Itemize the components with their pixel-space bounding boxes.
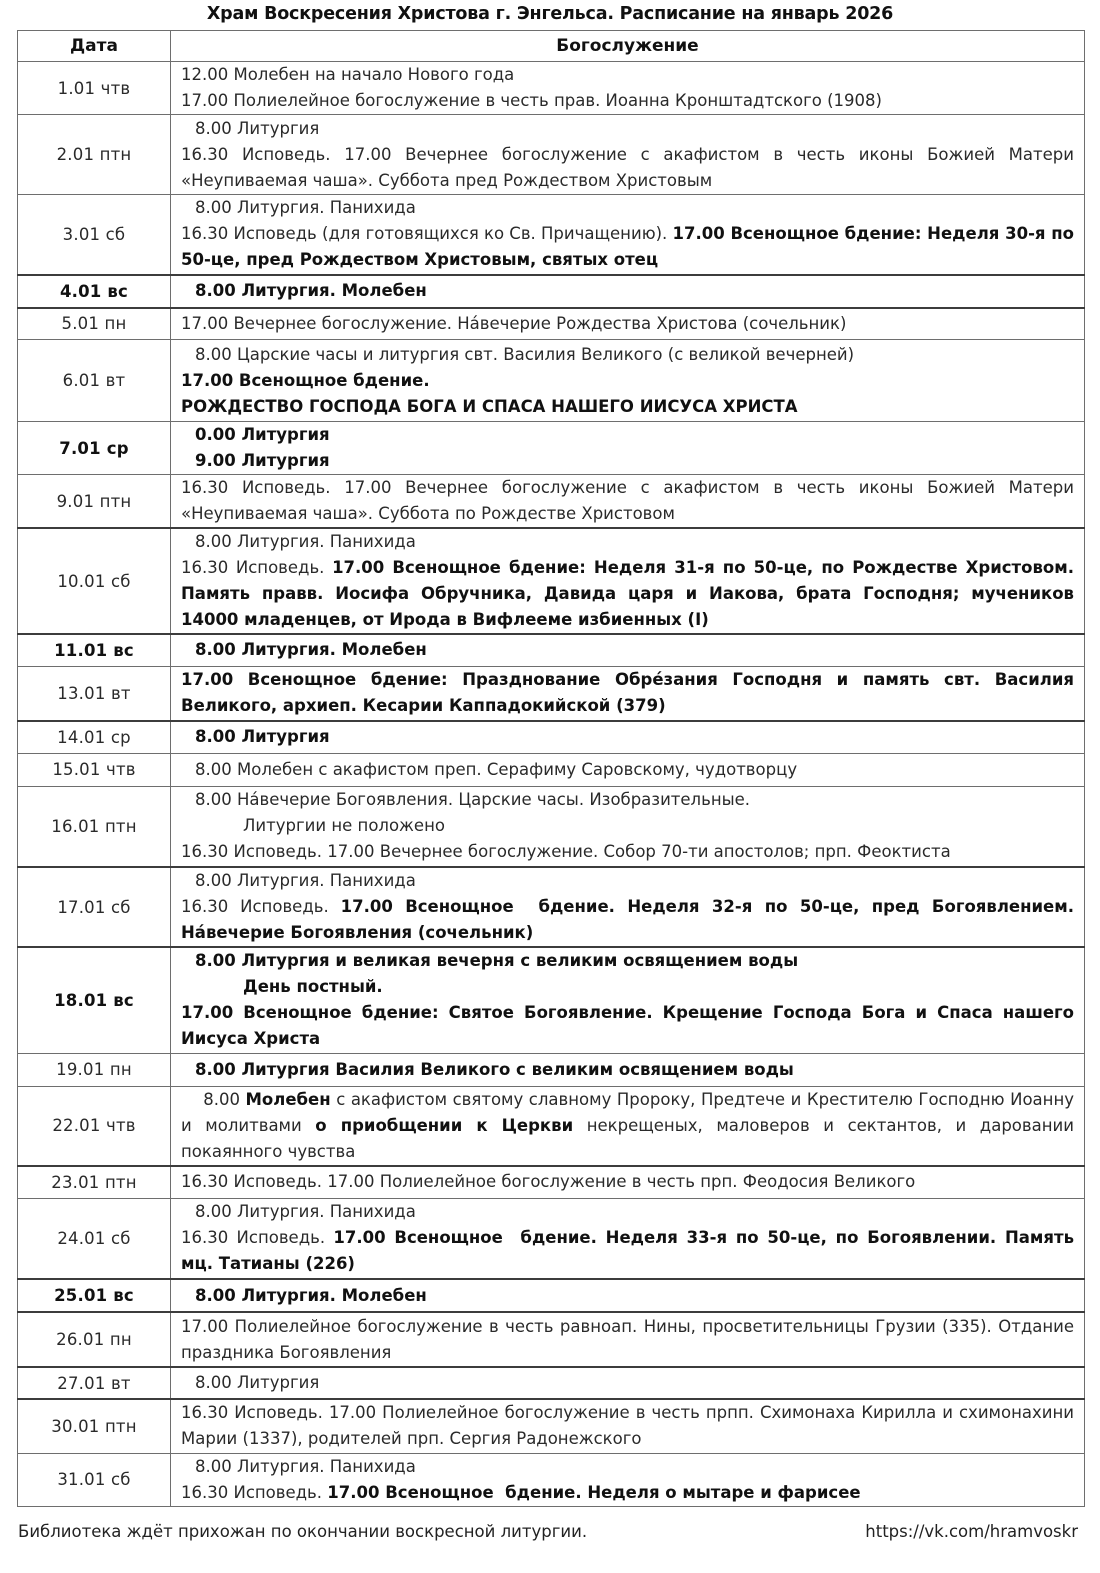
table-row (18, 867, 1085, 947)
table-row (18, 1198, 1085, 1279)
service-cell (171, 666, 1085, 721)
service-cell (171, 786, 1085, 867)
service-line (181, 1057, 1074, 1083)
date-cell: 11.01 вс (18, 634, 171, 666)
service-text: 16.30 Исповедь. 17.00 Полиелейное богослужение в честь прпп. Схимонаха Кирилла и схимонахини Марии (1337), родителей прп. Сергия Радонежского (181, 1403, 1080, 1449)
service-line (181, 787, 1074, 813)
service-line (181, 1400, 1080, 1452)
date-cell: 16.01 птн (18, 786, 171, 867)
date-cell: 30.01 птн (18, 1399, 171, 1453)
service-text-bold: 17.00 Всенощное бдение: Неделя 30-я по 50-це, пред Рождеством Христовым, святых отец (181, 224, 1080, 270)
service-text: 12.00 Молебен на начало Нового года (181, 65, 515, 84)
table-row (18, 1053, 1085, 1086)
date-cell: 4.01 вс (18, 275, 171, 308)
service-cell (171, 1166, 1085, 1198)
date-cell: 2.01 птн (18, 115, 171, 195)
service-cell (171, 308, 1085, 340)
service-line (181, 667, 1080, 719)
service-line (181, 1199, 1074, 1225)
service-line (181, 529, 1074, 555)
column-header-date: Дата (18, 31, 171, 62)
service-line (181, 724, 1074, 750)
date-cell: 25.01 вс (18, 1279, 171, 1312)
table-row (18, 1086, 1085, 1166)
service-cell (171, 753, 1085, 786)
service-text: 8.00 Литургия. Панихида (195, 198, 416, 218)
service-line (181, 62, 1074, 88)
service-text-bold: 8.00 Литургия и великая вечерня с великим освящением воды (195, 951, 799, 971)
table-row (18, 62, 1085, 115)
service-cell (171, 475, 1085, 529)
service-cell (171, 1279, 1085, 1312)
service-text: некрещеных, маловеров и сектантов, и даровании покаянного чувства (181, 1115, 1080, 1161)
service-text-bold: о приобщении к Церкви (315, 1115, 574, 1135)
service-text-bold: 17.00 Всенощное бдение. Неделя о мытаре и фарисее (327, 1482, 861, 1502)
service-text: Литургии не положено (243, 816, 445, 836)
service-line (181, 894, 1080, 946)
service-line (181, 475, 1080, 527)
date-cell: 26.01 пн (18, 1312, 171, 1367)
service-cell (171, 62, 1085, 115)
table-row (18, 422, 1085, 475)
service-line (181, 448, 1074, 474)
service-line (181, 1225, 1080, 1277)
service-line (181, 868, 1074, 894)
table-row (18, 947, 1085, 1053)
service-cell (171, 275, 1085, 308)
service-text: 16.30 Исповедь. (181, 1228, 334, 1248)
service-line (181, 221, 1080, 273)
service-text: 16.30 Исповедь. 17.00 Вечернее богослужение с акафистом в честь иконы Божией Матери «Неупиваемая чаша». Суббота пред Рождеством Христовым (181, 144, 1080, 190)
service-text: 16.30 Исповедь. (181, 1482, 328, 1502)
service-line (181, 342, 1074, 368)
date-cell: 10.01 сб (18, 528, 171, 634)
table-row (18, 308, 1085, 340)
service-text-bold: 8.00 Литургия. Молебен (195, 1285, 427, 1305)
service-cell (171, 1198, 1085, 1279)
service-text-bold: 8.00 Литургия (195, 727, 330, 747)
service-line (181, 1000, 1080, 1052)
service-text-bold: 8.00 Литургия. Молебен (195, 640, 427, 660)
date-cell: 18.01 вс (18, 947, 171, 1053)
table-row (18, 340, 1085, 422)
service-text-bold: 17.00 Всенощное бдение: Святое Богоявление. Крещение Господа Бога и Спаса нашего Иисуса Христа (181, 1003, 1080, 1049)
service-cell (171, 528, 1085, 634)
service-text-bold: 17.00 Всенощное бдение. (181, 370, 430, 390)
table-row (18, 1166, 1085, 1198)
table-row (18, 115, 1085, 195)
table-row (18, 721, 1085, 753)
service-text-bold: Молебен (245, 1089, 331, 1109)
service-text: 16.30 Исповедь. 17.00 Вечернее богослужение. Собор 70-ти апостолов; прп. Феоктиста (181, 842, 951, 862)
date-cell: 22.01 чтв (18, 1086, 171, 1166)
service-text: 8.00 Литургия. Панихида (195, 1202, 416, 1222)
table-row (18, 634, 1085, 666)
service-text: 17.00 Вечернее богослужение. Нáвечерие Рождества Христова (сочельник) (181, 313, 847, 333)
service-text: 8.00 (181, 1089, 246, 1109)
table-row (18, 1367, 1085, 1399)
footer-link[interactable]: https://vk.com/hramvoskr (865, 1522, 1078, 1541)
service-text: с акафистом святому славному Пророку, Предтече и Крестителю Господню Иоанну и молитвами (181, 1089, 1080, 1135)
service-line (181, 88, 1074, 114)
service-cell (171, 115, 1085, 195)
service-line (181, 142, 1080, 194)
service-text: 16.30 Исповедь. (181, 558, 333, 577)
table-row (18, 528, 1085, 634)
service-line (181, 1283, 1074, 1309)
service-text: 8.00 Литургия. Панихида (195, 1456, 416, 1476)
service-text: 17.00 Полиелейное богослужение в честь прав. Иоанна Кронштадтского (1908) (181, 91, 882, 110)
service-text-bold: 9.00 Литургия (195, 451, 330, 470)
date-cell: 17.01 сб (18, 867, 171, 947)
service-cell (171, 1453, 1085, 1506)
date-cell: 14.01 ср (18, 721, 171, 753)
service-line (181, 637, 1074, 663)
service-line (181, 422, 1074, 448)
service-line (181, 368, 1074, 394)
service-text-bold: 17.00 Всенощное бдение: Празднование Обрéзания Господня и память свт. Василия Великого, архиеп. Кесарии Каппадокийской (379) (181, 670, 1080, 716)
date-cell: 1.01 чтв (18, 62, 171, 115)
service-text-bold: 0.00 Литургия (195, 425, 330, 444)
date-cell: 13.01 вт (18, 666, 171, 721)
service-text-bold: 8.00 Литургия Василия Великого с великим освящением воды (195, 1059, 794, 1079)
service-cell (171, 1399, 1085, 1453)
service-line (181, 1454, 1074, 1480)
date-cell: 27.01 вт (18, 1367, 171, 1399)
service-line (181, 1169, 1074, 1195)
service-cell (171, 947, 1085, 1053)
table-row (18, 1399, 1085, 1453)
service-line (181, 278, 1074, 304)
service-line (181, 1087, 1080, 1165)
service-text: 8.00 Литургия. Панихида (195, 532, 416, 551)
date-cell: 19.01 пн (18, 1053, 171, 1086)
service-text: 8.00 Молебен с акафистом преп. Серафиму Саровскому, чудотворцу (195, 759, 798, 779)
service-text: 16.30 Исповедь (для готовящихся ко Св. Причащению). (181, 224, 673, 244)
date-cell: 23.01 птн (18, 1166, 171, 1198)
date-cell: 9.01 птн (18, 475, 171, 529)
service-line (181, 195, 1074, 221)
service-cell (171, 867, 1085, 947)
service-text-bold: 17.00 Всенощное бдение. Неделя 33-я по 50-це, по Богоявлении. Память мц. Татианы (226) (181, 1228, 1080, 1274)
service-line (181, 813, 1074, 839)
service-text: 17.00 Полиелейное богослужение в честь равноап. Нины, просветительницы Грузии (335). Отдание праздника Богоявления (181, 1316, 1080, 1362)
service-text: 8.00 Литургия (195, 118, 320, 138)
service-text: 8.00 Царские часы и литургия свт. Василия Великого (с великой вечерней) (195, 344, 855, 364)
service-text-bold: РОЖДЕСТВО ГОСПОДА БОГА И СПАСА НАШЕГО ИИСУСА ХРИСТА (181, 396, 798, 416)
date-cell: 5.01 пн (18, 308, 171, 340)
date-cell: 24.01 сб (18, 1198, 171, 1279)
date-cell: 7.01 ср (18, 422, 171, 475)
table-row (18, 1312, 1085, 1367)
service-cell (171, 1312, 1085, 1367)
service-cell (171, 1086, 1085, 1166)
table-header-row (18, 31, 1085, 62)
service-cell (171, 1367, 1085, 1399)
date-cell: 6.01 вт (18, 340, 171, 422)
table-row (18, 753, 1085, 786)
column-header-service: Богослужение (171, 31, 1085, 62)
table-row (18, 475, 1085, 529)
service-line (181, 555, 1080, 633)
service-line (181, 974, 1074, 1000)
service-line (181, 311, 1074, 337)
service-line (181, 1314, 1080, 1366)
page-title: Храм Воскресения Христова г. Энгельса. Расписание на январь 2026 (206, 4, 894, 24)
service-text: 8.00 Литургия (195, 1373, 320, 1392)
schedule-table (17, 30, 1085, 1507)
service-text: 16.30 Исповедь. 17.00 Вечернее богослужение с акафистом в честь иконы Божией Матери «Неупиваемая чаша». Суббота по Рождестве Христовом (181, 478, 1080, 523)
service-text: 8.00 Литургия. Панихида (195, 871, 416, 890)
date-cell: 15.01 чтв (18, 753, 171, 786)
service-line (181, 948, 1074, 974)
service-text-bold: 17.00 Всенощное бдение: Неделя 31-я по 50-це, по Рождестве Христовом. Память правв. Иосифа Обручника, Давида царя и Иакова, брата Господня; мучеников 14000 младенцев, от Ирода в Вифлееме избиенных (I) (181, 558, 1080, 629)
service-text-bold: 17.00 Всенощное бдение. Неделя 32-я по 50-це, пред Богоявлением. Нáвечерие Богоявления (сочельник) (181, 897, 1080, 942)
table-row (18, 1279, 1085, 1312)
footer-note: Библиотека ждёт прихожан по окончании воскресной литургии. (18, 1522, 588, 1541)
service-cell (171, 634, 1085, 666)
service-cell (171, 422, 1085, 475)
table-row (18, 1453, 1085, 1506)
date-cell: 3.01 сб (18, 195, 171, 275)
service-cell (171, 1053, 1085, 1086)
service-text-bold: День постный. (243, 977, 383, 997)
schedule-body (18, 62, 1085, 1507)
service-text: 16.30 Исповедь. (181, 897, 341, 916)
service-line (181, 116, 1074, 142)
table-row (18, 666, 1085, 721)
service-line (181, 394, 1074, 420)
service-line (181, 1370, 1074, 1396)
service-cell (171, 195, 1085, 275)
table-row (18, 275, 1085, 308)
service-cell (171, 340, 1085, 422)
service-cell (171, 721, 1085, 753)
service-line (181, 839, 1074, 865)
service-text-bold: 8.00 Литургия. Молебен (195, 281, 427, 300)
service-text: 16.30 Исповедь. 17.00 Полиелейное богослужение в честь прп. Феодосия Великого (181, 1172, 916, 1192)
service-line (181, 757, 1074, 783)
service-text: 8.00 Нáвечерие Богоявления. Царские часы. Изобразительные. (195, 790, 751, 810)
table-row (18, 786, 1085, 867)
date-cell: 31.01 сб (18, 1453, 171, 1506)
table-row (18, 195, 1085, 275)
service-line (181, 1480, 1074, 1506)
